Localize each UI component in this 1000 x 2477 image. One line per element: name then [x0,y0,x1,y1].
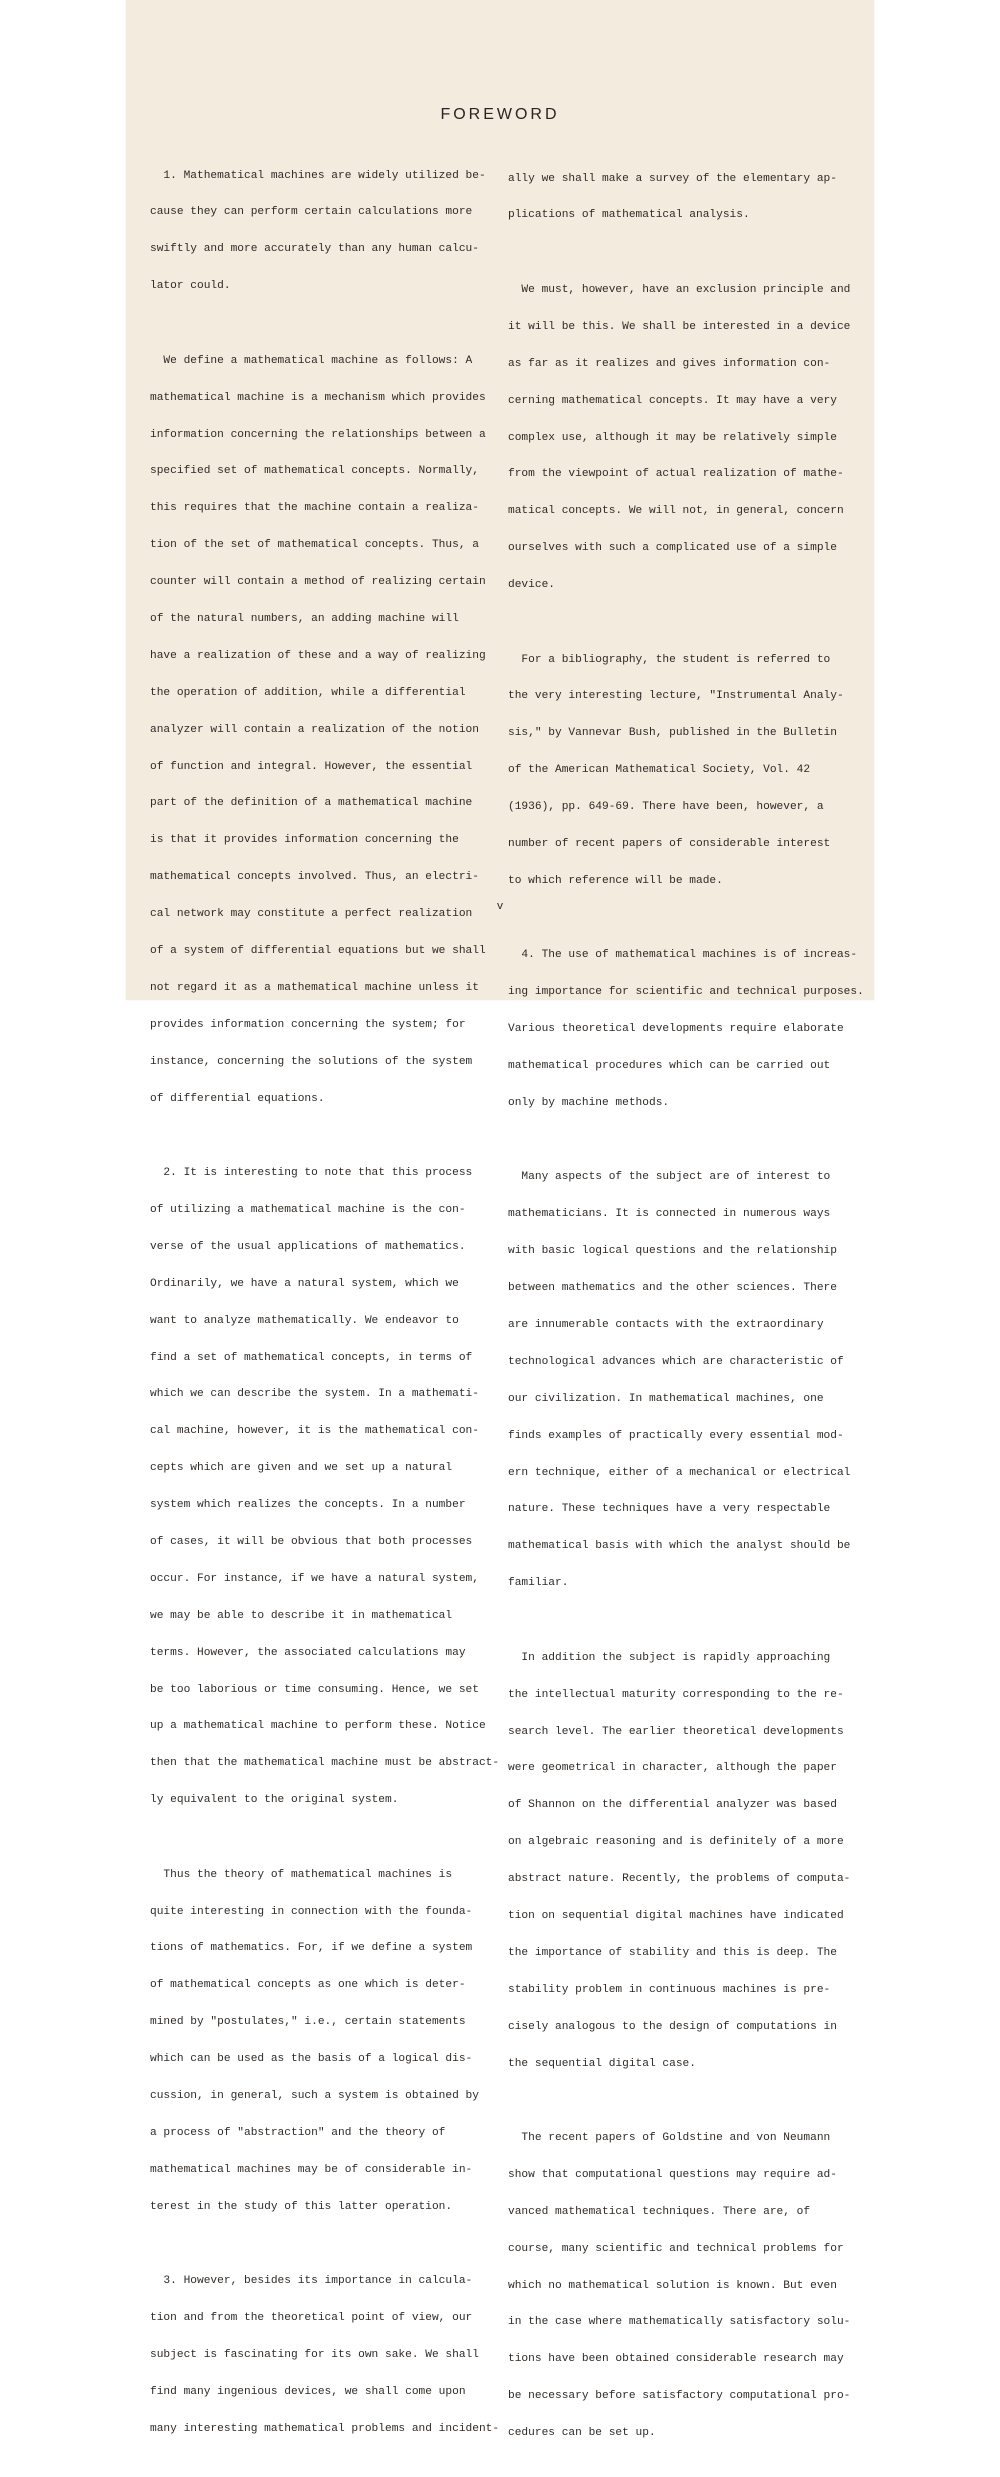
paragraph [150,145,486,317]
text-line: on algebraic reasoning and is definitely of a more [508,1836,844,1849]
text-line: Various theoretical developments require elaborate [508,1023,844,1036]
text-line: a process of "abstraction" and the theory of [150,2126,446,2139]
text-line: the sequential digital case. [508,2057,696,2070]
text-line: tions of mathematics. For, if we define a system [150,1942,473,1955]
paragraph [508,148,837,246]
page [126,0,874,2440]
text-line: (1936), pp. 649-69. There have been, however, a [508,801,824,814]
text-line: finds examples of practically every essential mod- [508,1429,844,1442]
text-line: want to analyze mathematically. We endeavor to [150,1314,459,1327]
paragraph [508,925,864,1134]
text-line: terms. However, the associated calculations may [150,1646,466,1659]
text-line: this requires that the machine contain a realiza- [150,502,479,515]
text-line: matical concepts. We will not, in general, concern [508,505,844,518]
text-line: the very interesting lecture, "Instrumental Analy- [508,690,844,703]
text-line: In addition the subject is rapidly approaching [508,1651,831,1664]
text-line: ally we shall make a survey of the elementary ap- [508,172,837,185]
text-line: ly equivalent to the original system. [150,1794,399,1807]
text-line: The recent papers of Goldstine and von Neumann [508,2132,831,2145]
text-line: device. [508,579,555,592]
text-line: were geometrical in character, although the paper [508,1762,837,1775]
text-line: counter will contain a method of realizing certain [150,576,486,589]
text-line: 1. Mathematical machines are widely utilized be- [150,169,486,182]
text-line: analyzer will contain a realization of the notion [150,723,479,736]
page-number: v [496,901,504,913]
paragraph [508,1627,851,2094]
text-line: cal network may constitute a perfect realization [150,908,473,921]
text-line: which can be used as the basis of a logical dis- [150,2053,473,2066]
text-line: quite interesting in connection with the founda- [150,1905,473,1918]
left-column [150,145,500,2473]
text-line: mined by "postulates," i.e., certain statements [150,2016,466,2029]
paragraph [150,1142,500,1831]
text-line: We must, however, have an exclusion principle and [508,283,851,296]
text-line: find many ingenious devices, we shall come upon [150,2385,466,2398]
text-line: vanced mathematical techniques. There are, of [508,2205,811,2218]
text-line: terest in the study of this latter operation. [150,2200,453,2213]
text-line: system which realizes the concepts. In a number [150,1499,466,1512]
text-line: search level. The earlier theoretical developments [508,1725,844,1738]
text-line: mathematical basis with which the analyst should be [508,1540,851,1553]
paragraph [508,629,844,912]
text-line: cussion, in general, such a system is obtained by [150,2090,479,2103]
text-line: of Shannon on the differential analyzer was based [508,1799,837,1812]
text-line: of a system of differential equations but we shall [150,945,486,957]
text-line: the operation of addition, while a differential [150,686,466,699]
text-line: We define a mathematical machine as follows: A [150,354,473,367]
text-line: complex use, although it may be relatively simple [508,431,837,444]
text-line: to which reference will be made. [508,874,723,887]
text-line: Many aspects of the subject are of interest to [508,1171,831,1184]
text-line: mathematicians. It is connected in numerous ways [508,1208,831,1221]
text-line: many interesting mathematical problems and incident- [150,2422,500,2435]
text-line: ourselves with such a complicated use of a simple [508,542,837,555]
text-line: with basic logical questions and the relationship [508,1245,837,1258]
text-line: number of recent papers of considerable interest [508,838,831,851]
text-line: between mathematics and the other sciences. There [508,1282,837,1295]
text-line: plications of mathematical analysis. [508,209,750,222]
text-line: information concerning the relationships between a [150,428,486,441]
text-line: For a bibliography, the student is referred to [508,653,831,666]
page-title: FOREWORD [440,106,560,123]
text-line: tion on sequential digital machines have indicated [508,1909,844,1922]
text-line: of utilizing a mathematical machine is the con- [150,1203,466,1216]
text-line: in the case where mathematically satisfactory solu- [508,2316,851,2329]
text-line: as far as it realizes and gives information con- [508,357,831,370]
text-line: have a realization of these and a way of realizing [150,649,486,662]
text-line: find a set of mathematical concepts, in terms of [150,1351,473,1364]
text-line: occur. For instance, if we have a natural system, [150,1572,479,1585]
text-line: of function and integral. However, the essential [150,760,473,773]
text-line: mathematical machines may be of considerable in- [150,2163,473,2176]
text-line: provides information concerning the system; for [150,1018,466,1031]
paragraph [150,2251,500,2460]
text-line: up a mathematical machine to perform these. Notice [150,1720,486,1733]
text-line: mathematical machine is a mechanism which provides [150,391,486,404]
text-line: cepts which are given and we set up a natural [150,1462,453,1475]
text-line: tion and from the theoretical point of view, our [150,2312,473,2325]
text-line: not regard it as a mathematical machine unless it [150,981,479,994]
text-line: sis," by Vannevar Bush, published in the Bulletin [508,727,837,740]
text-line: mathematical procedures which can be carried out [508,1060,831,1073]
text-line: part of the definition of a mathematical machine [150,797,473,810]
text-line: course, many scientific and technical problems for [508,2242,844,2255]
paragraph [508,1147,851,1614]
text-line: cal machine, however, it is the mathematical con- [150,1425,479,1438]
text-line: lator could. [150,280,231,293]
text-line: which we can describe the system. In a mathemati- [150,1388,479,1401]
text-line: Ordinarily, we have a natural system, which we [150,1277,459,1290]
text-line: swiftly and more accurately than any human calcu- [150,243,479,256]
right-column [508,148,864,2477]
text-line: the intellectual maturity corresponding to the re- [508,1688,844,1701]
text-line: technological advances which are characteristic of [508,1355,844,1368]
text-line: specified set of mathematical concepts. Normally, [150,465,479,478]
text-line: be too laborious or time consuming. Hence, we set [150,1683,479,1696]
text-line: cedures can be set up. [508,2427,656,2440]
text-line: then that the mathematical machine must be abstract- [150,1757,500,1770]
text-line: abstract nature. Recently, the problems of computa- [508,1873,851,1886]
text-line: 2. It is interesting to note that this process [150,1167,473,1180]
text-line: be necessary before satisfactory computational pro- [508,2390,851,2403]
text-line: nature. These techniques have a very respectable [508,1503,831,1516]
text-line: stability problem in continuous machines is pre- [508,1983,831,1996]
text-line: mathematical concepts involved. Thus, an electri- [150,871,479,884]
text-line: the importance of stability and this is deep. The [508,1946,837,1959]
text-line: cerning mathematical concepts. It may have a very [508,394,837,407]
text-line: are innumerable contacts with the extraordinary [508,1319,824,1332]
text-line: instance, concerning the solutions of the system [150,1055,473,1068]
text-line: we may be able to describe it in mathematical [150,1609,453,1622]
text-line: tions have been obtained considerable research may [508,2353,844,2366]
text-line: cisely analogous to the design of computations in [508,2020,837,2033]
text-line: of mathematical concepts as one which is deter- [150,1979,466,1992]
text-line: ing importance for scientific and technical purposes. [508,986,864,999]
text-line: tion of the set of mathematical concepts. Thus, a [150,539,479,552]
paragraph [508,2107,851,2464]
text-line: of differential equations. [150,1092,325,1105]
text-line: cause they can perform certain calculations more [150,206,473,219]
text-line: from the viewpoint of actual realization of mathe- [508,468,844,481]
text-line: show that computational questions may require ad- [508,2168,837,2181]
text-line: of cases, it will be obvious that both processes [150,1535,473,1548]
text-line: verse of the usual applications of mathematics. [150,1240,466,1253]
text-line: is that it provides information concerning the [150,834,459,847]
text-line: it will be this. We shall be interested in a device [508,320,851,333]
text-line: Thus the theory of mathematical machines is [150,1868,453,1881]
text-line: of the American Mathematical Society, Vol. 42 [508,764,811,777]
text-line: of the natural numbers, an adding machine will [150,612,459,625]
text-line: which no mathematical solution is known. But even [508,2279,837,2292]
text-line: only by machine methods. [508,1096,670,1109]
paragraph [150,330,486,1129]
text-line: our civilization. In mathematical machines, one [508,1392,824,1405]
text-line: 4. The use of mathematical machines is of increas- [508,949,858,962]
text-line: ern technique, either of a mechanical or electrical [508,1466,851,1479]
paragraph [508,259,851,616]
text-line: familiar. [508,1577,569,1590]
text-line: subject is fascinating for its own sake. We shall [150,2348,479,2361]
text-line: 3. However, besides its importance in calcula- [150,2275,473,2288]
paragraph [150,1844,479,2238]
